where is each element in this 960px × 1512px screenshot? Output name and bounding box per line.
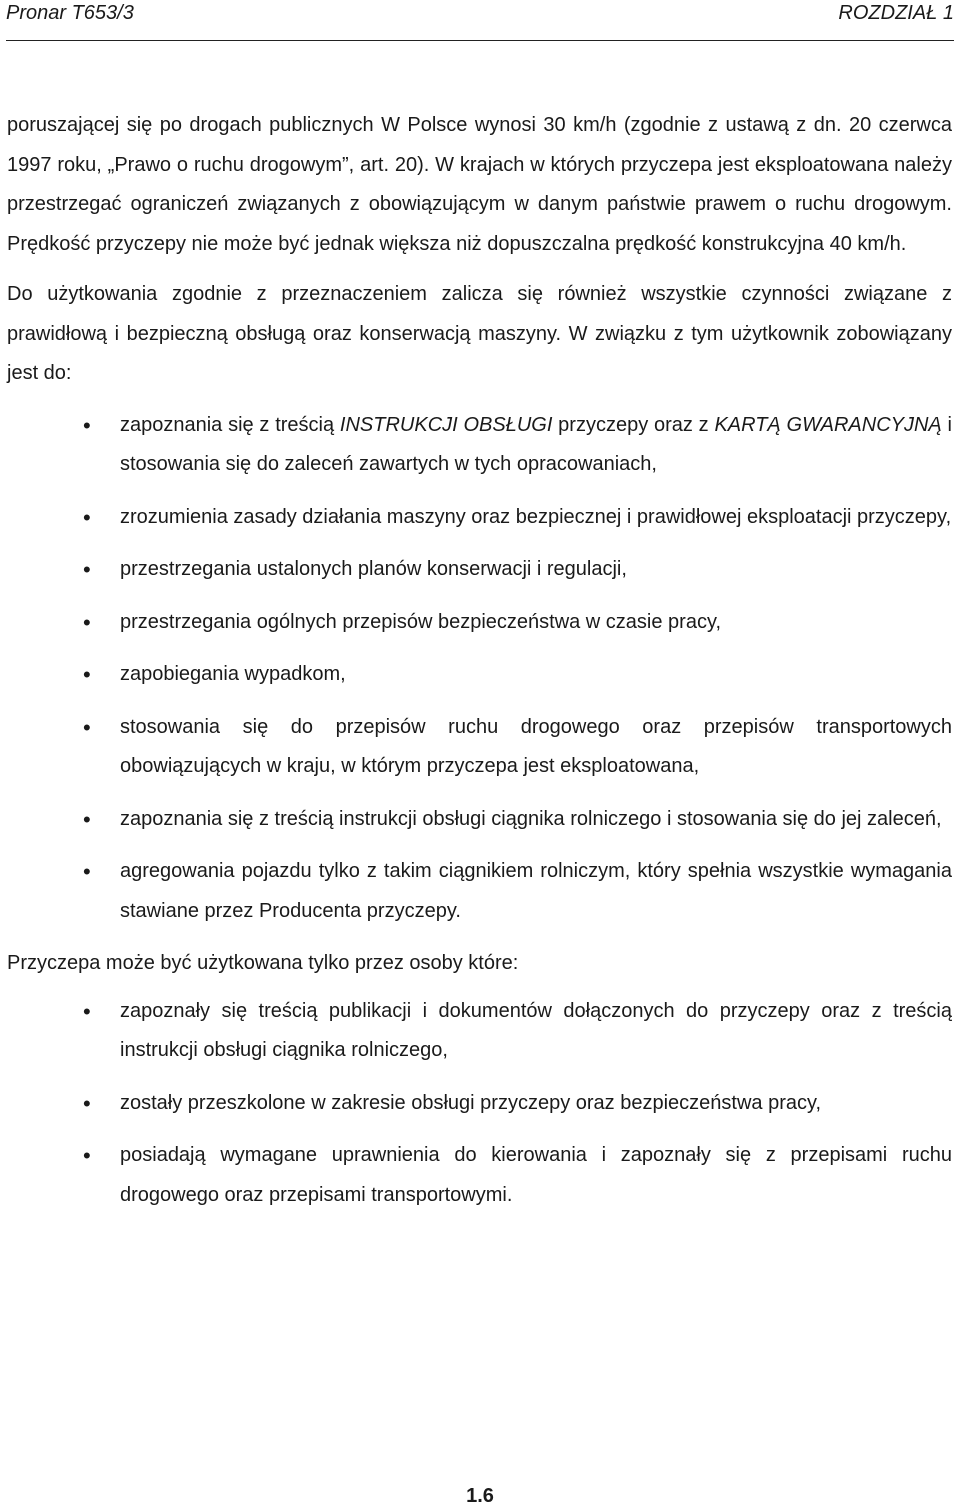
user-obligations-list	[7, 406, 952, 932]
list-item: • zrozumienia zasady działania maszyny oraz bezpiecznej i prawidłowej eksploatacji przyczepy,	[7, 498, 952, 538]
list-item: • zapoznania się z treścią INSTRUKCJI OBSŁUGI przyczepy oraz z KARTĄ GWARANCYJNĄ i stosowania się do zaleceń zawartych w tych opracowaniach,	[7, 406, 952, 485]
page-content	[7, 106, 952, 1228]
list-item: • zostały przeszkolone w zakresie obsługi przyczepy oraz bezpieczeństwa pracy,	[7, 1084, 952, 1124]
list-item: • przestrzegania ustalonych planów konserwacji i regulacji,	[7, 550, 952, 590]
list-item: • zapoznały się treścią publikacji i dokumentów dołączonych do przyczepy oraz z treścią instrukcji obsługi ciągnika rolniczego,	[7, 992, 952, 1071]
paragraph-speed-limits: poruszającej się po drogach publicznych W Polsce wynosi 30 km/h (zgodnie z ustawą z dn. 20 czerwca 1997 roku, „Prawo o ruchu drogowym”, art. 20). W krajach w których przyczepa jest eksploatowana należy przestrzegać ograniczeń związanych z obowiązującym w danym państwie prawem o ruchu drogowym. Prędkość przyczepy nie może być jednak większa niż dopuszczalna prędkość konstrukcyjna 40 km/h.	[7, 114, 952, 255]
list-item: • zapobiegania wypadkom,	[7, 655, 952, 695]
page-number: 1.6	[466, 1485, 494, 1507]
list-item: • zapoznania się z treścią instrukcji obsługi ciągnika rolniczego i stosowania się do jej zaleceń,	[7, 800, 952, 840]
paragraph-authorized-persons: Przyczepa może być użytkowana tylko przez osoby które:	[7, 952, 519, 974]
header-document-title: Pronar T653/3	[6, 2, 134, 24]
paragraph-intended-use: Do użytkowania zgodnie z przeznaczeniem zalicza się również wszystkie czynności związane z prawidłową i bezpieczną obsługą oraz konserwacją maszyny. W związku z tym użytkownik zobowiązany jest do:	[7, 283, 952, 384]
manual-title: INSTRUKCJI OBSŁUGI	[339, 413, 553, 436]
warranty-card-title: KARTĄ GWARANCYJNĄ	[714, 413, 942, 436]
list-item: • posiadają wymagane uprawnienia do kierowania i zapoznały się z przepisami ruchu drogowego oraz przepisami transportowymi.	[7, 1136, 952, 1215]
authorized-persons-list	[7, 992, 952, 1216]
list-item: • przestrzegania ogólnych przepisów bezpieczeństwa w czasie pracy,	[7, 603, 952, 643]
list-item: • agregowania pojazdu tylko z takim ciągnikiem rolniczym, który spełnia wszystkie wymagania stawiane przez Producenta przyczepy.	[7, 852, 952, 931]
list-item: • stosowania się do przepisów ruchu drogowego oraz przepisów transportowych obowiązujących w kraju, w którym przyczepa jest eksploatowana,	[7, 708, 952, 787]
header-chapter-title: ROZDZIAŁ 1	[838, 2, 954, 24]
page-header	[6, 0, 954, 41]
